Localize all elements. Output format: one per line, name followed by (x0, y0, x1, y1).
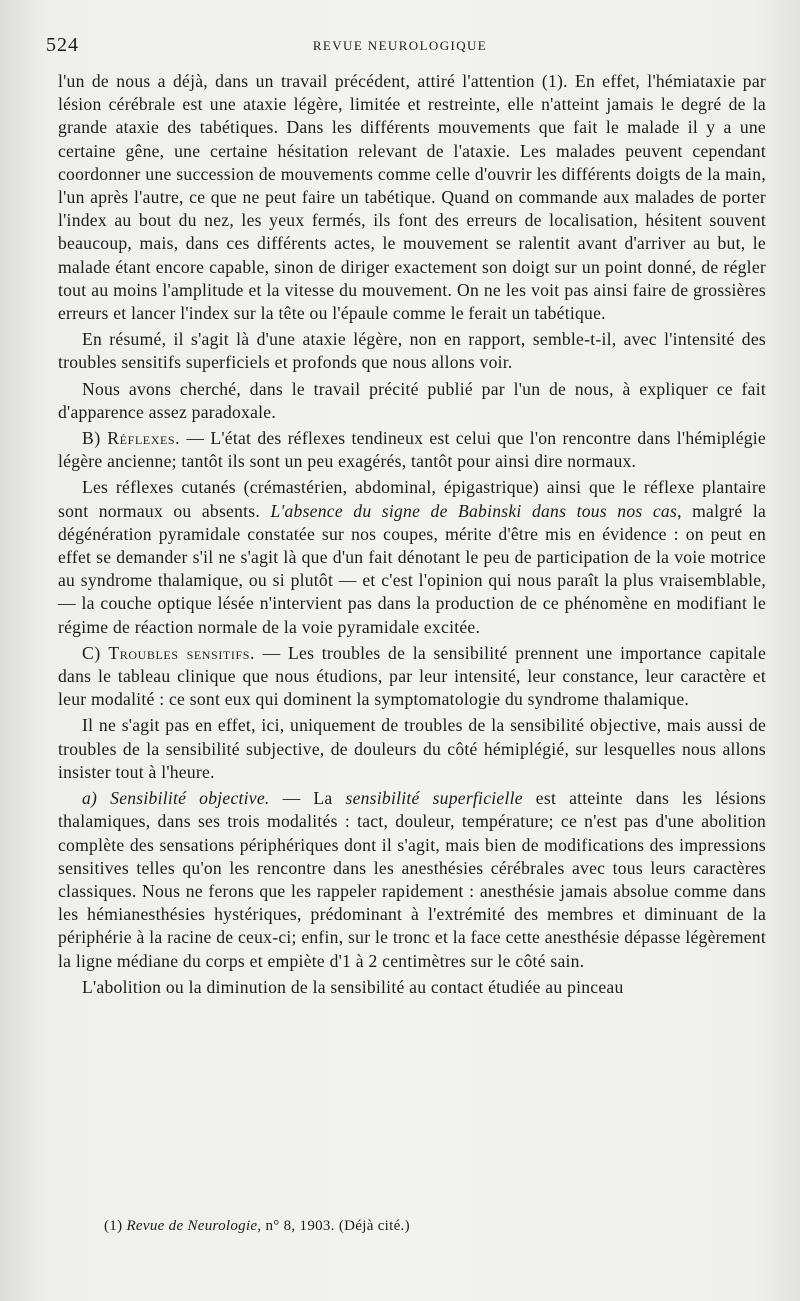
running-title: REVUE NEUROLOGIQUE (312, 38, 488, 53)
paragraph-sensibilite: Il ne s'agit pas en effet, ici, uniquement de troubles de la sensibilité objective, mais aussi de troubles de la sensibilité subjective, de douleurs du côté hémiplégié, sur lesquelles nous allons insister tout à l'heure. (58, 715, 766, 782)
footnote-source: Revue de Neurologie, (126, 1218, 262, 1234)
paragraph-reflexes-cutanes (58, 476, 766, 638)
paragraph-explication: Nous avons cherché, dans le travail précité publié par l'un de nous, à expliquer ce fait d'apparence assez paradoxale. (58, 378, 766, 422)
paragraph-abolition: L'abolition ou la diminution de la sensibilité au contact étudiée au pinceau (82, 976, 624, 997)
page-number: 524 (46, 34, 79, 56)
footnote (104, 1218, 764, 1235)
paragraph-text: Les réflexes cutanés (crémastérien, abdominal, épigastrique) ainsi que le réflexe plantaire sont normaux ou absents. (58, 477, 766, 521)
paragraph-troubles-sensitifs (58, 642, 766, 712)
paragraph-text: — L'état des réflexes tendineux est celui que l'on rencontre dans l'hémiplégie légère ancienne; tantôt ils sont un peu exagérés, tantôt pour ainsi dire normaux. (58, 428, 766, 472)
paragraph-text: , malgré la dégénération pyramidale constatée sur nos coupes, mérite d'être mis en évidence : on peut en effet se demander s'il ne s'agit là que d'un fait dénotant le peu de participation de la voie motrice au syndrome thalamique, ou si plutôt — et c'est l'opinion qui nous paraît la plus vraisemblable, — la couche optique lésée n'intervient pas dans la production de ce phénomène en modifiant le régime de réaction normale de la voie pyramidale excitée. (58, 500, 767, 637)
paragraph-hemiataxie: l'un de nous a déjà, dans un travail précédent, attiré l'attention (1). En effet, l'hémiataxie par lésion cérébrale est une ataxie légère, limitée et restreinte, elle n'atteint jamais le degré de la grande ataxie des tabétiques. Dans les différents mouvements que fait le malade il y a une certaine gêne, une certaine hésitation relevant de l'ataxie. Les malades peuvent cependant coordonner une succession de mouvements comme celle d'ouvrir les différents doigts de la main, l'un après l'autre, ce que ne peut faire un tabétique. Quand on commande aux malades de porter l'index au bout du nez, les yeux fermés, ils font des erreurs de localisation, hésitent souvent beaucoup, mais, dans ces différents actes, le mouvement se ralentit avant d'arriver au but, le malade étant encore capable, sinon de diriger exactement son doigt sur un point donné, de régler tout au moins l'amplitude et la vitesse du mouvement. On ne les voit pas ainsi faire de grossières erreurs et lancer l'index sur la tête ou l'épaule comme le ferait un tabétique. (58, 71, 766, 324)
paragraph-text: — Les troubles de la sensibilité prennent une importance capitale dans le tableau clinique que nous étudions, par leur intensité, leur constance, leur caractère et leur modalité : ce sont eux qui dominent la symptomatologie du syndrome thalamique. (58, 642, 767, 710)
paragraph-sensibilite-objective (58, 787, 766, 973)
paragraph-text: — La (269, 788, 346, 809)
footnote-marker: (1) (104, 1218, 123, 1234)
emphasis-babinski: L'absence du signe de Babinski dans tous nos cas (270, 500, 678, 521)
paragraph-reflexes (58, 427, 766, 473)
footnote-details: n° 8, 1903. (Déjà cité.) (261, 1218, 410, 1234)
section-heading-troubles-sensitifs: C) Troubles sensitifs. (82, 642, 255, 663)
emphasis-sensibilite-superficielle: sensibilité superficielle (345, 788, 523, 809)
subsection-heading-sensibilite-objective: a) Sensibilité objective. (82, 788, 270, 809)
body-text (58, 70, 766, 999)
paragraph-text: est atteinte dans les lésions thalamiques, dans ses trois modalités : tact, douleur, température; ce n'est pas d'une abolition complète des sensations périphériques dont il s'agit, mais bien de modifications des impressions sensitives telles qu'on les rencontre dans les anesthésies cérébrales avec tous leurs caractères classiques. Nous ne ferons que les rappeler rapidement : anesthésie jamais absolue comme dans les hémianesthésies hystériques, prédominant à l'extrémité des membres et diminuant de la périphérie à la racine de ceux-ci; enfin, sur le tronc et la face cette anesthésie dépasse légèrement la ligne médiane du corps et empiète d'1 à 2 centimètres sur le côté sain. (58, 788, 766, 971)
section-heading-reflexes: B) Réflexes. (82, 428, 181, 449)
paragraph-resume: En résumé, il s'agit là d'une ataxie légère, non en rapport, semble-t-il, avec l'intensité des troubles sensitifs superficiels et profonds que nous allons voir. (58, 329, 766, 373)
page-header (46, 34, 754, 56)
